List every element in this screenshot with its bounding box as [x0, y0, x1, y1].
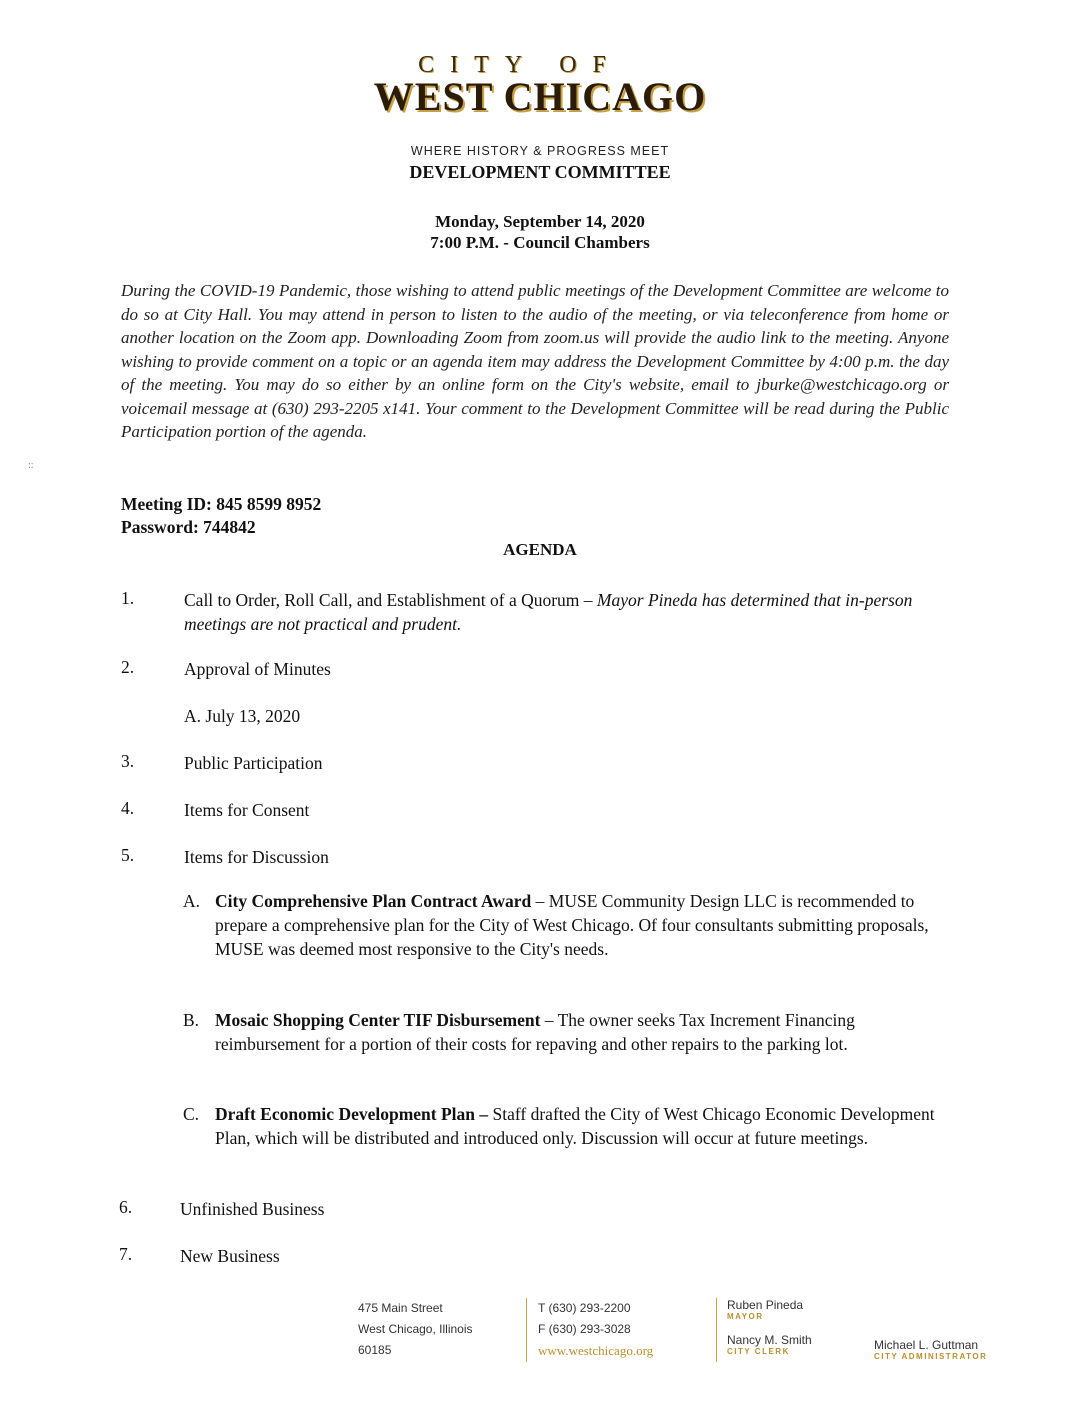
- sub-text: – The owner seeks Tax Increment Financing reimbursement for a portion of their costs for repaving and other repairs to the parking lot.: [215, 1010, 855, 1054]
- item-number: 2.: [121, 657, 135, 677]
- footer-website[interactable]: www.westchicago.org: [538, 1343, 654, 1358]
- item-label: Unfinished Business: [180, 1199, 325, 1219]
- sub-title: Draft Economic Development Plan –: [215, 1104, 489, 1124]
- logo-city-name: WEST CHICAGO: [373, 74, 707, 119]
- logo-city-of: CITY OF: [418, 52, 622, 78]
- footer-contact: [538, 1298, 653, 1361]
- sub-title: Mosaic Shopping Center TIF Disbursement: [215, 1010, 541, 1030]
- admin-role: CITY ADMINISTRATOR: [874, 1352, 988, 1361]
- footer-address: [358, 1298, 473, 1361]
- footer-divider: [526, 1298, 527, 1362]
- sub-letter: B.: [183, 1010, 200, 1030]
- admin-name: Michael L. Guttman: [874, 1338, 979, 1352]
- tagline: WHERE HISTORY & PROGRESS MEET: [410, 144, 670, 158]
- sub-body: [215, 1102, 955, 1150]
- sub-letter: A.: [183, 891, 201, 911]
- sub-text: Staff drafted the City of West Chicago Economic Development Plan, which will be distributed and introduced only. Discussion will occur at future meetings.: [215, 1104, 935, 1148]
- item-label: Items for Consent: [184, 800, 310, 820]
- mayor-name: Ruben Pineda: [727, 1298, 804, 1312]
- item-number: 5.: [121, 845, 135, 865]
- covid-notice: During the COVID-19 Pandemic, those wishing to attend public meetings of the Development Committee are welcome to do so at City Hall. You may attend in person to listen to the audio of the meeting, or via teleconference from home or another location on the Zoom app. Downloading Zoom from zoom.us will provide the audio link to the meeting. Anyone wishing to provide comment on a topic or an agenda item may address the Development Committee by 4:00 p.m. the day of the meeting. You may do so either by an online form on the City's website, email to jburke@westchicago.org or voicemail message at (630) 293-2205 x141. Your comment to the Development Committee will be read during the Public Participation portion of the agenda.: [121, 281, 949, 441]
- item-label: Public Participation: [184, 753, 323, 773]
- footer-phone: T (630) 293-2200: [538, 1301, 631, 1315]
- item-label: New Business: [180, 1246, 280, 1266]
- city-logo: [340, 52, 740, 120]
- address-street: 475 Main Street: [358, 1301, 443, 1315]
- item-number: 3.: [121, 751, 135, 771]
- item-note: Mayor Pineda has determined that in-person meetings are not practical and prudent.: [184, 590, 913, 634]
- item-label: Items for Discussion: [184, 847, 329, 867]
- meeting-time-place: 7:00 P.M. - Council Chambers: [430, 233, 650, 252]
- item-number: 7.: [119, 1244, 133, 1264]
- item-sub-minutes: A. July 13, 2020: [184, 706, 301, 726]
- item-label: Approval of Minutes: [184, 659, 331, 679]
- footer-divider: [716, 1298, 717, 1362]
- footer-officials: [727, 1298, 812, 1356]
- sub-title: City Comprehensive Plan Contract Award: [215, 891, 532, 911]
- agenda-title: AGENDA: [503, 540, 577, 559]
- item-text: [184, 588, 944, 636]
- clerk-name: Nancy M. Smith: [727, 1333, 812, 1347]
- sub-body: [215, 1008, 955, 1056]
- margin-mark: ::: [28, 460, 34, 471]
- address-city: West Chicago, Illinois: [358, 1322, 473, 1336]
- meeting-password: Password: 744842: [121, 517, 256, 537]
- letterhead-footer: [0, 1298, 1088, 1368]
- sub-letter: C.: [183, 1104, 200, 1124]
- sub-text: – MUSE Community Design LLC is recommended to prepare a comprehensive plan for the City of West Chicago. Of four consultants submitting proposals, MUSE was deemed most responsive to the City's needs.: [215, 891, 929, 959]
- item-label: Call to Order, Roll Call, and Establishment of a Quorum –: [184, 590, 597, 610]
- item-number: 4.: [121, 798, 135, 818]
- item-number: 1.: [121, 588, 135, 608]
- meeting-date: Monday, September 14, 2020: [435, 212, 645, 231]
- footer-administrator: [874, 1338, 987, 1361]
- footer-fax: F (630) 293-3028: [538, 1322, 631, 1336]
- committee-title: DEVELOPMENT COMMITTEE: [409, 162, 671, 182]
- mayor-role: MAYOR: [727, 1312, 764, 1321]
- meeting-id: Meeting ID: 845 8599 8952: [121, 494, 322, 514]
- item-number: 6.: [119, 1197, 133, 1217]
- address-zip: 60185: [358, 1343, 392, 1357]
- sub-body: [215, 889, 955, 961]
- clerk-role: CITY CLERK: [727, 1347, 790, 1356]
